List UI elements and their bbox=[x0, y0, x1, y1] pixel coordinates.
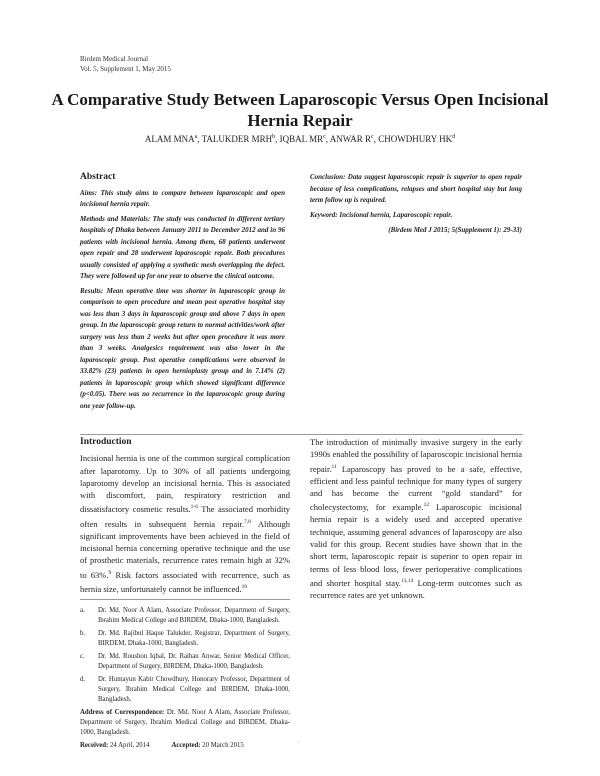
journal-header bbox=[80, 54, 171, 74]
reference: 13,14 bbox=[400, 577, 414, 584]
abstract-conclusion: Conclusion: Data suggest laparoscopic repair is superior to open repair because of less complications, relapses and short hospital stay but long term follow up is required. bbox=[310, 173, 523, 204]
author-name: ALAM MNA bbox=[144, 134, 195, 144]
abstract-heading: Abstract bbox=[80, 172, 116, 182]
footnote-item: c. Dr. Md. Roushon Iqbal, Dr. Raihan Anwar, Senior Medical Officer, Department of Surgery, BIRDEM, Dhaka-1000, Bangladesh. bbox=[80, 652, 290, 670]
body-right-column bbox=[310, 436, 522, 605]
journal-name: Birdem Medical Journal bbox=[80, 55, 149, 63]
page-mark: . bbox=[298, 738, 300, 744]
footnote-divider bbox=[80, 599, 290, 600]
abstract-right bbox=[310, 172, 522, 237]
author-affiliation: c bbox=[323, 134, 326, 140]
reference: 9 bbox=[108, 569, 112, 576]
body-left-column bbox=[80, 436, 290, 751]
citation: (Birdem Med J 2015; 5(Supplement 1): 29-33) bbox=[388, 226, 522, 234]
author-affiliation: c bbox=[371, 134, 374, 140]
introduction-heading: Introduction bbox=[80, 437, 132, 447]
footnote-item: a. Dr. Md. Noor A Alam, Associate Professor, Department of Surgery, Ibrahim Medical College and BIRDEM, Dhaka-1000, Bangladesh. bbox=[80, 606, 290, 624]
author-name: IQBAL MR bbox=[279, 134, 324, 144]
section-divider bbox=[80, 434, 523, 435]
footnotes bbox=[80, 606, 290, 751]
footnote-item: b. Dr. Md. Rajibul Haque Talukder, Registrar, Department of Surgery, BIRDEM, Dhaka-1000, Bangladesh. bbox=[80, 629, 290, 647]
article-title: A Comparative Study Between Laparoscopic Versus Open Incisional Hernia Repair bbox=[51, 90, 549, 130]
author-name: ANWAR R bbox=[329, 134, 372, 144]
intro-paragraph-1: Incisional hernia is one of the common surgical complication after laparotomy. Up to 30% of all patients undergoing laparotomy develop an incisional hernia. This is associated with discomfort, pain, respiratory restriction and dissatisfactory cosmetic results.$^{1-6}$ The associated morbidity often results in subsequent hernia repair.$^{7,8}$ Although significant improvements have been achieved in the field of incisional hernia concerning operative technique and the use of prosthetic materials, recurrence rates remain high at 32% to 63%.$^9$ Risk factors associated with recurrence, such as hernia size, unfortunately cannot be influenced.$^{10}$ bbox=[80, 453, 290, 594]
abstract-left bbox=[80, 172, 285, 415]
reference: 1-6 bbox=[190, 504, 198, 511]
reference: 10 bbox=[241, 583, 248, 590]
intro-paragraph-2: The introduction of minimally invasive surgery in the early 1990s enabled the possibility of laparoscopic incisional hernia repair.$^{11}$ Laparoscopy has proved to be a safe, effective, efficient and less painful technique for many types of surgery and has become the current “gold standard” for cholecystectomy, for example.$^{12}$ Laparoscopic incisional hernia repair is a widely used and accepted operative technique, assuming general advances of laparoscopy are also valid for this group. Recent studies have shown that in the short term, laparoscopic repair is superior to open repair in terms of less blood loss, fewer perioperative complications and shorter hospital stay.$^{13,14}$ Long-term outcomes such as recurrence rates are yet unknown. bbox=[310, 437, 522, 601]
author-affiliation: b bbox=[272, 134, 276, 140]
author-name: TALUKDER MRH bbox=[201, 134, 273, 144]
dates: Received: 24 April, 2014 Accepted: 20 March 2015 bbox=[80, 741, 244, 749]
reference: 11 bbox=[331, 463, 337, 470]
reference: 7,8 bbox=[244, 518, 251, 525]
journal-volume: Vol. 5, Supplement 1, May 2015 bbox=[80, 65, 171, 73]
correspondence: Address of Correspondence: Dr. Md. Noor A Alam, Associate Professor, Department of Surgery, Ibrahim Medical College and BIRDEM, Dhaka-1000, Bangladesh. bbox=[80, 708, 290, 736]
abstract-aims: Aims: This study aims to compare between laparoscopic and open incisional hernia repair. bbox=[80, 188, 285, 208]
footnote-item: d. Dr. Humayun Kabir Chowdhury, Honorary Professor, Department of Surgery, Ibrahim Medical College and BIRDEM, Dhaka-1000, Bangladesh. bbox=[80, 675, 290, 703]
author-affiliation: d bbox=[452, 134, 456, 140]
abstract-keywords: Keyword: Incisional hernia, Laparoscopic repair. bbox=[310, 210, 453, 219]
author-name: CHOWDHURY HK bbox=[378, 134, 453, 144]
author-affiliation: a bbox=[194, 134, 198, 140]
reference: 12 bbox=[423, 502, 430, 509]
author-list: ALAM MNA$^a$, TALUKDER MRH$^b$, IQBAL $MR^c$, ANWAR $R^c$, CHOWDHURY $HK^d$ bbox=[144, 134, 456, 144]
abstract-results: Results: Mean operative time was shorter in laparoscopic group in comparison to open procedure and mean post operative hospital stay was less than 3 days in laparoscopic group and above 7 days in open group. In the laparoscopic group return to normal activities/work after surgery was less than 2 weeks but after open procedure it was more than 3 weeks. Analgesics requirement was also lower in the laparoscopic group. Post operative complications were observed in 33.82% (23) patients in open hernioplasty group and in 7.14% (2) patients in laparoscopic group which showed significant difference (p<0.05). There was no recurrence in the laparoscopic group during one year follow-up. bbox=[80, 286, 285, 410]
abstract-methods: Methods and Materials: The study was conducted in different tertiary hospitals of Dhaka between January 2011 to December 2012 and in 96 patients with incisional hernia. Among them, 68 patients underwent open repair and 28 underwent laparoscopic repair. Both procedures usually consisted of applying a synthetic mesh overlapping the defect. They were followed up for one year to observe the clinical outcome. bbox=[80, 214, 286, 280]
